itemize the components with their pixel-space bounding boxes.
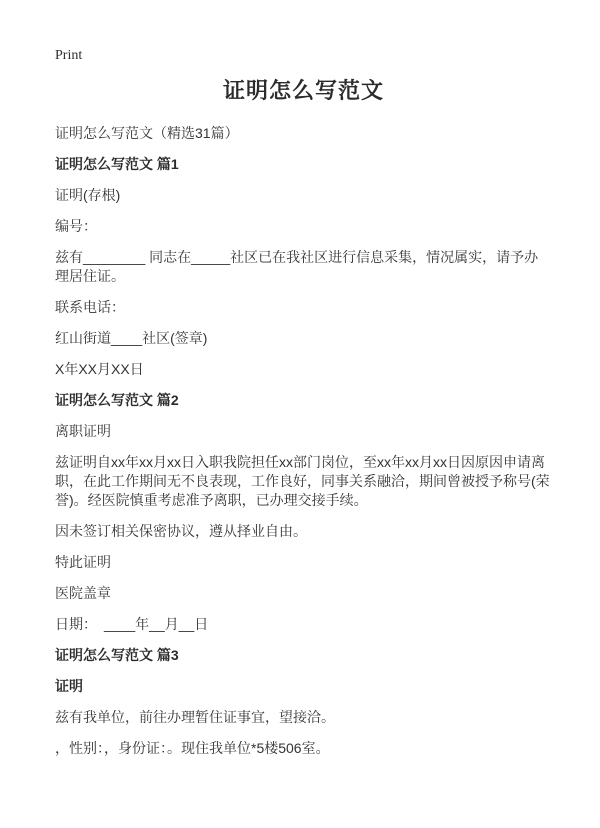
paragraph: 兹有________ 同志在_____社区已在我社区进行信息采集，情况属实，请予办理居住证。 [55,249,539,284]
paragraph: 医院盖章 [55,585,111,601]
paragraph: ，性别：，身份证：。现住我单位*5楼506室。 [55,740,330,756]
paragraph: 证明(存根) [55,187,121,203]
paragraph: 日期： ____年__月__日 [55,616,209,632]
section-heading-3: 证明怎么写范文 篇3 [55,647,179,663]
paragraph: 联系电话： [55,299,125,315]
subtitle: 证明怎么写范文（精选31篇） [55,125,239,141]
page-title: 证明怎么写范文 [222,78,384,103]
paragraph: 编号： [55,218,97,234]
section-heading-2: 证明怎么写范文 篇2 [55,392,179,408]
paragraph: X年XX月XX日 [55,361,144,377]
print-button[interactable]: Print [55,48,83,63]
paragraph: 红山街道____社区(签章) [55,330,208,346]
paragraph: 特此证明 [55,554,111,570]
paragraph: 兹证明自xx年xx月xx日入职我院担任xx部门岗位，至xx年xx月xx日因原因申请离职，在此工作期间无不良表现，工作良好，同事关系融洽，期间曾被授予称号(荣誉)。经医院慎重考虑准予离职，已办理交接手续。 [55,454,550,508]
paragraph: 因未签订相关保密协议，遵从择业自由。 [55,523,307,539]
section-subheading: 证明 [55,678,83,694]
section-heading-1: 证明怎么写范文 篇1 [55,156,179,172]
paragraph: 兹有我单位，前往办理暂住证事宜，望接洽。 [55,709,335,725]
paragraph: 离职证明 [55,423,111,439]
